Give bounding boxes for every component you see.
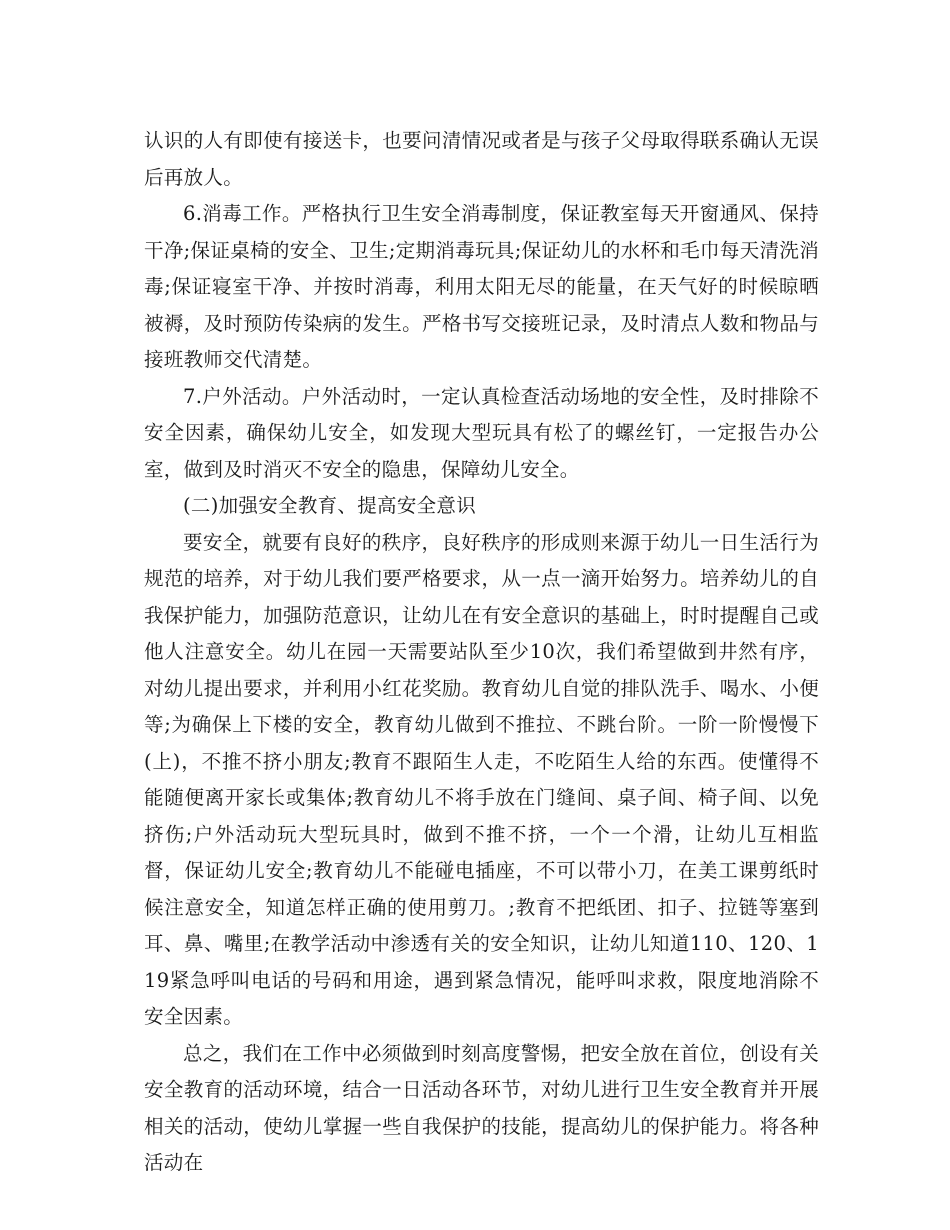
paragraph-outdoor-activity: 7.户外活动。户外活动时，一定认真检查活动场地的安全性，及时排除不安全因素，确保幼儿安全，如发现大型玩具有松了的螺丝钉，一定报告办公室，做到及时消灭不安全的隐患，保障幼儿安全。 (144, 384, 819, 481)
paragraph-disinfection: 6.消毒工作。严格执行卫生安全消毒制度，保证教室每天开窗通风、保持干净;保证桌椅的安全、卫生;定期消毒玩具;保证幼儿的水杯和毛巾每天清洗消毒;保证寝室干净、并按时消毒，利用太阳无尽的能量，在天气好的时候晾晒被褥，及时预防传染病的发生。严格书写交接班记录，及时清点人数和物品与接班教师交代清楚。 (144, 202, 819, 371)
paragraph-continuation: 认识的人有即使有接送卡，也要问清情况或者是与孩子父母取得联系确认无误后再放人。 (144, 129, 819, 189)
section-heading-safety-education: (二)加强安全教育、提高安全意识 (183, 494, 477, 517)
paragraph-safety-order: 要安全，就要有良好的秩序，良好秩序的形成则来源于幼儿一日生活行为规范的培养，对于幼儿我们要严格要求，从一点一滴开始努力。培养幼儿的自我保护能力，加强防范意识，让幼儿在有安全意识的基础上，时时提醒自己或他人注意安全。幼儿在园一天需要站队至少10次，我们希望做到井然有序，对幼儿提出要求，并利用小红花奖励。教育幼儿自觉的排队洗手、喝水、小便等;为确保上下楼的安全，教育幼儿做到不推拉、不跳台阶。一阶一阶慢慢下(上)，不推不挤小朋友;教育不跟陌生人走，不吃陌生人给的东西。使懂得不能随便离开家长或集体;教育幼儿不将手放在门缝间、桌子间、椅子间、以免挤伤;户外活动玩大型玩具时，做到不推不挤，一个一个滑，让幼儿互相监督，保证幼儿安全;教育幼儿不能碰电插座，不可以带小刀，在美工课剪纸时候注意安全，知道怎样正确的使用剪刀。;教育不把纸团、扣子、拉链等塞到耳、鼻、嘴里;在教学活动中渗透有关的安全知识，让幼儿知道110、120、119紧急呼叫电话的号码和用途，遇到紧急情况，能呼叫求救，限度地消除不安全因素。 (144, 530, 819, 1028)
document-body (144, 123, 819, 1182)
paragraph-summary: 总之，我们在工作中必须做到时刻高度警惕，把安全放在首位，创设有关安全教育的活动环境，结合一日活动各环节，对幼儿进行卫生安全教育并开展相关的活动，使幼儿掌握一些自我保护的技能，提高幼儿的保护能力。将各种活动在 (144, 1041, 819, 1174)
